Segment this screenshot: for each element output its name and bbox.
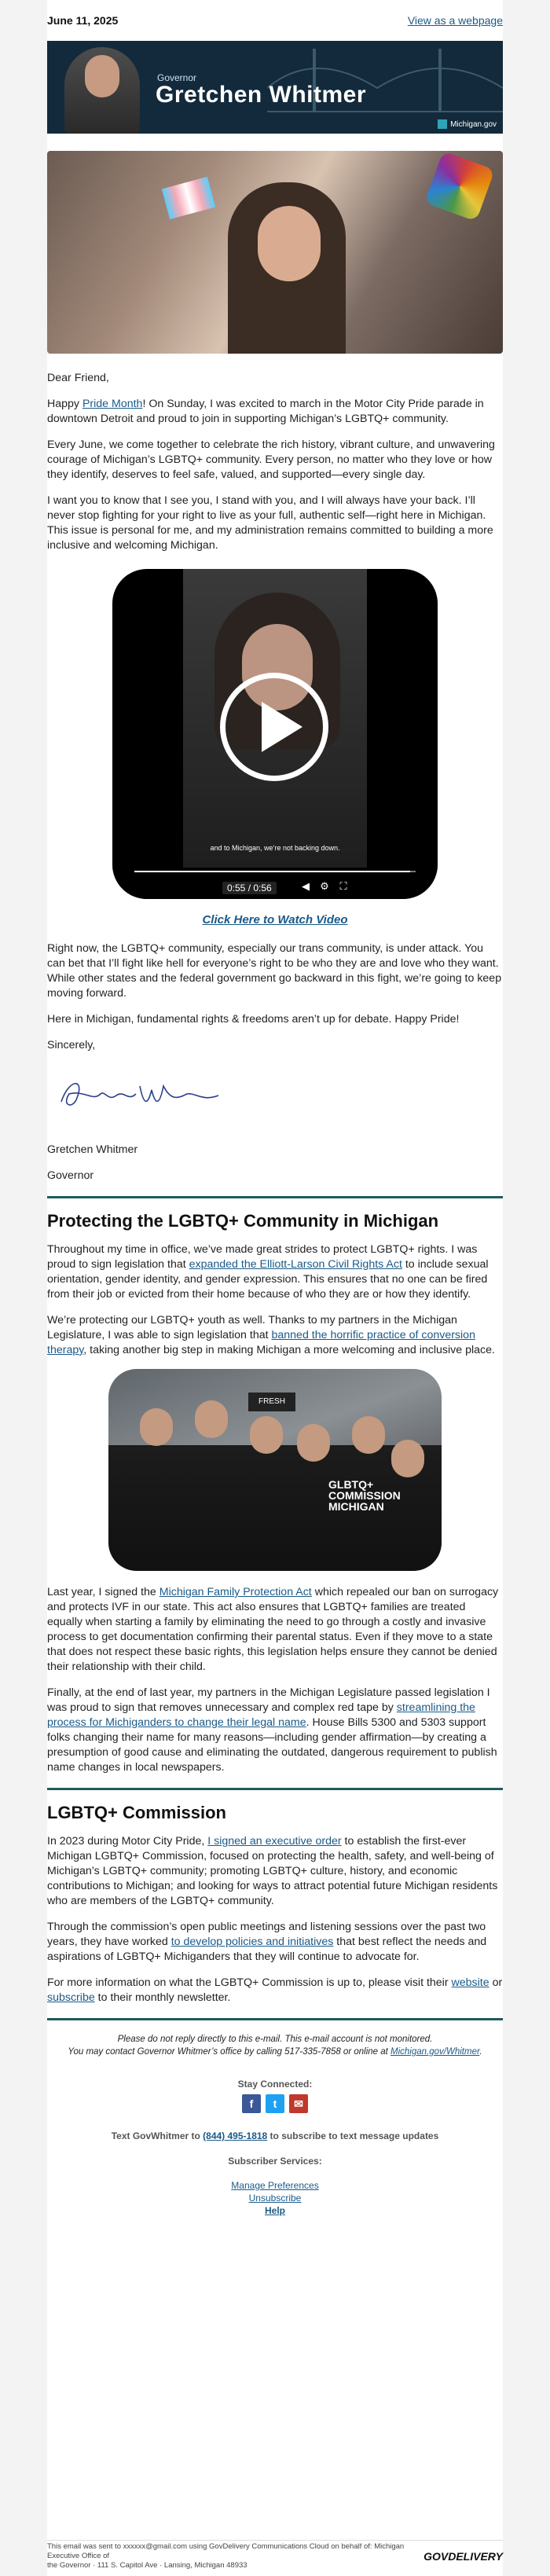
photo-face bbox=[352, 1416, 385, 1454]
commission-group-photo bbox=[108, 1369, 442, 1571]
signature-drawing bbox=[53, 1070, 226, 1117]
section1-paragraph-2: We’re protecting our LGBTQ+ youth as well. Thanks to my partners in the Michigan Legislature, I was able to sign legislation that banned the horrific practice of conversion therapy, taking another big step in making Michigan a more welcoming and inclusive place. bbox=[47, 1314, 495, 1356]
conversion-therapy-link[interactable]: banned the horrific practice of conversion therapy bbox=[47, 1329, 475, 1356]
pride-flag-image bbox=[424, 151, 495, 222]
michigan-logo: Michigan.gov bbox=[438, 119, 497, 129]
photo-face bbox=[195, 1400, 228, 1438]
governor-face bbox=[258, 206, 321, 281]
video-progress-fill bbox=[134, 871, 410, 872]
legal-text: This email was sent to xxxxxx@gmail.com using GovDelivery Communications Cloud on behalf of: Michigan Executive Office of the Governor · 111 S. Capitol Ave · Lansing, Michigan 48933 bbox=[47, 2542, 405, 2570]
governor-banner bbox=[47, 41, 503, 134]
executive-order-link[interactable]: I signed an executive order bbox=[207, 1835, 342, 1848]
trans-flag-image bbox=[162, 177, 215, 219]
section1-paragraph-3: Last year, I signed the Michigan Family Protection Act which repealed our ban on surrogacy and protects IVF in our state. This act also ensures that LGBTQ+ families are treated equally when starting a family by eliminating the need to go through a costly and invasive process to get documentation confirming their parental status. Even if they move to a state that does not respect these basic rights, this legislation helps ensure they cannot be denied their relationship with their child. bbox=[47, 1586, 499, 1673]
section1-paragraph-1: Throughout my time in office, we’ve made great strides to protect LGBTQ+ rights. I was proud to sign legislation that expanded the Elliott-Larson Civil Rights Act to include sexual orientation, gender identity, and gender expression. This ensures that no one can be fired from their job or evicted from their home because of who they are or how they identify. bbox=[47, 1243, 489, 1301]
fullscreen-icon[interactable]: ⛶ bbox=[339, 880, 347, 892]
photo-face bbox=[297, 1424, 330, 1462]
section2-paragraph-3: For more information on what the LGBTQ+ Commission is up to, please visit their website or subscribe to their monthly newsletter. bbox=[47, 1976, 503, 2004]
photo-face bbox=[391, 1440, 424, 1477]
portrait-face bbox=[85, 55, 119, 97]
manage-preferences-link[interactable]: Manage Preferences bbox=[231, 2180, 319, 2191]
letter-paragraph-3: I want you to know that I see you, I stand with you, and I will always have your back. I’ll never stop fighting for your right to live as your full, authentic self—right here in Michigan. This issue is personal for me, and my administration remains committed to building a more inclusive and welcoming Michigan. bbox=[47, 494, 493, 552]
section2-paragraph-1: In 2023 during Motor City Pride, I signed an executive order to establish the first-ever Michigan LGBTQ+ Commission, focused on protecting the health, safety, and well-being of Michigan’s LGBTQ+ community; promoting LGBTQ+ culture, history, and economic contributions to Michigan; and looking for ways to attract potential future Michigan residents who are members of the LGBTQ+ community. bbox=[47, 1835, 498, 1907]
greeting: Dear Friend, bbox=[47, 372, 109, 384]
whitmer-site-link[interactable]: Michigan.gov/Whitmer bbox=[390, 2047, 480, 2057]
signature-title: Governor bbox=[47, 1169, 94, 1182]
email-icon[interactable]: ✉ bbox=[289, 2094, 308, 2113]
email-container bbox=[47, 0, 503, 2576]
section2-paragraph-2: Through the commission’s open public meetings and listening sessions over the past two years, they have worked to develop policies and initiatives that best reflect the needs and aspirations of LGBTQ+ Michiganders that they will continue to advocate for. bbox=[47, 1921, 487, 1963]
letter-paragraph-4: Right now, the LGBTQ+ community, especially our trans community, is under attack. You can bet that I’ll fight like hell for everyone’s right to be who they are and love who they want. While other states and the federal government go backward in this fight, we’re going to keep moving forward. bbox=[47, 942, 502, 1000]
section-title-commission: LGBTQ+ Commission bbox=[47, 1803, 226, 1822]
view-as-webpage-link[interactable]: View as a webpage bbox=[407, 14, 503, 27]
footer-divider bbox=[47, 2018, 503, 2020]
govdelivery-logo: GOVDELIVERY bbox=[424, 2550, 503, 2563]
play-icon[interactable] bbox=[220, 673, 328, 781]
video-player[interactable] bbox=[112, 569, 438, 899]
watch-video-link[interactable]: Click Here to Watch Video bbox=[202, 913, 348, 927]
subscriber-services-label: Subscriber Services: bbox=[228, 2156, 322, 2167]
top-bar bbox=[47, 0, 503, 41]
section-title-protecting: Protecting the LGBTQ+ Community in Michigan bbox=[47, 1211, 439, 1231]
video-time: 0:55 / 0:56 bbox=[222, 882, 277, 894]
pride-month-link[interactable]: Pride Month bbox=[82, 398, 143, 410]
michigan-logo-icon bbox=[438, 119, 447, 129]
stay-connected-label: Stay Connected: bbox=[237, 2079, 313, 2090]
section-divider bbox=[47, 1788, 503, 1790]
section1-paragraph-4: Finally, at the end of last year, my partners in the Michigan Legislature passed legislation I was proud to sign that removes unnecessary and complex red tape by streamlining the process for Michiganders to change their legal name. House Bills 5300 and 5303 support folks changing their name for many reasons—including gender affirmation—by creating a presumption of good cause and eliminating the outdated, dangerous requirement to publish name changes in local newspapers. bbox=[47, 1686, 497, 1774]
video-caption: and to Michigan, we’re not backing down. bbox=[210, 844, 340, 852]
family-protection-act-link[interactable]: Michigan Family Protection Act bbox=[159, 1586, 312, 1598]
pride-parade-photo bbox=[47, 151, 503, 354]
help-link[interactable]: Help bbox=[264, 2205, 285, 2216]
banner-governor-name: Gretchen Whitmer bbox=[156, 82, 367, 108]
text-number-link[interactable]: (844) 495-1818 bbox=[203, 2130, 268, 2141]
settings-icon[interactable]: ⚙ bbox=[320, 880, 329, 892]
twitter-icon[interactable]: t bbox=[266, 2094, 284, 2113]
letter-paragraph-5: Here in Michigan, fundamental rights & freedoms aren’t up for debate. Happy Pride! bbox=[47, 1013, 460, 1026]
unsubscribe-link[interactable]: Unsubscribe bbox=[248, 2193, 302, 2204]
name-change-link[interactable]: streamlining the process for Michiganders to change their legal name bbox=[47, 1701, 475, 1729]
letter-paragraph-1: Happy Pride Month! On Sunday, I was excited to march in the Motor City Pride parade in downtown Detroit and proud to join in supporting Michigan’s LGBTQ+ community. bbox=[47, 398, 484, 425]
letter-paragraph-2: Every June, we come together to celebrate the rich history, vibrant culture, and unwavering courage of Michigan’s LGBTQ+ community. Every person, no matter who they love or how they identify, deserves to feel safe, valued, and supported—every single day. bbox=[47, 439, 495, 481]
commission-website-link[interactable]: website bbox=[451, 1976, 490, 1989]
email-date: June 11, 2025 bbox=[47, 14, 119, 27]
photo-shirt-text: GLBTQ+ COMMISSION MICHIGAN bbox=[328, 1478, 401, 1513]
subscriber-links bbox=[47, 2179, 503, 2217]
facebook-icon[interactable]: f bbox=[242, 2094, 261, 2113]
photo-face bbox=[140, 1408, 173, 1446]
social-links bbox=[47, 2094, 503, 2113]
banner-governor-label: Governor bbox=[157, 72, 197, 83]
video-progress-bar[interactable] bbox=[134, 871, 416, 872]
section-divider bbox=[47, 1196, 503, 1198]
text-updates-line: Text GovWhitmer to (844) 495-1818 to subscribe to text message updates bbox=[111, 2130, 439, 2141]
photo-sign: FRESH bbox=[248, 1393, 295, 1411]
signature-image bbox=[47, 1064, 503, 1125]
signature-name: Gretchen Whitmer bbox=[47, 1143, 138, 1156]
elliott-larsen-link[interactable]: expanded the Elliott-Larson Civil Rights Act bbox=[189, 1258, 402, 1271]
photo-face bbox=[250, 1416, 283, 1454]
volume-icon[interactable]: ◀ bbox=[302, 880, 310, 892]
policies-link[interactable]: to develop policies and initiatives bbox=[170, 1936, 334, 1948]
legal-footer bbox=[47, 2540, 503, 2572]
video-controls bbox=[112, 868, 438, 899]
closing: Sincerely, bbox=[47, 1039, 96, 1051]
subscribe-link[interactable]: subscribe bbox=[47, 1991, 95, 2004]
footer-note: Please do not reply directly to this e-mail. This e-mail account is not monitored. You may contact Governor Whitmer’s office by calling 517-335-7858 or online at Michigan.gov/Whitmer. bbox=[68, 2035, 482, 2057]
